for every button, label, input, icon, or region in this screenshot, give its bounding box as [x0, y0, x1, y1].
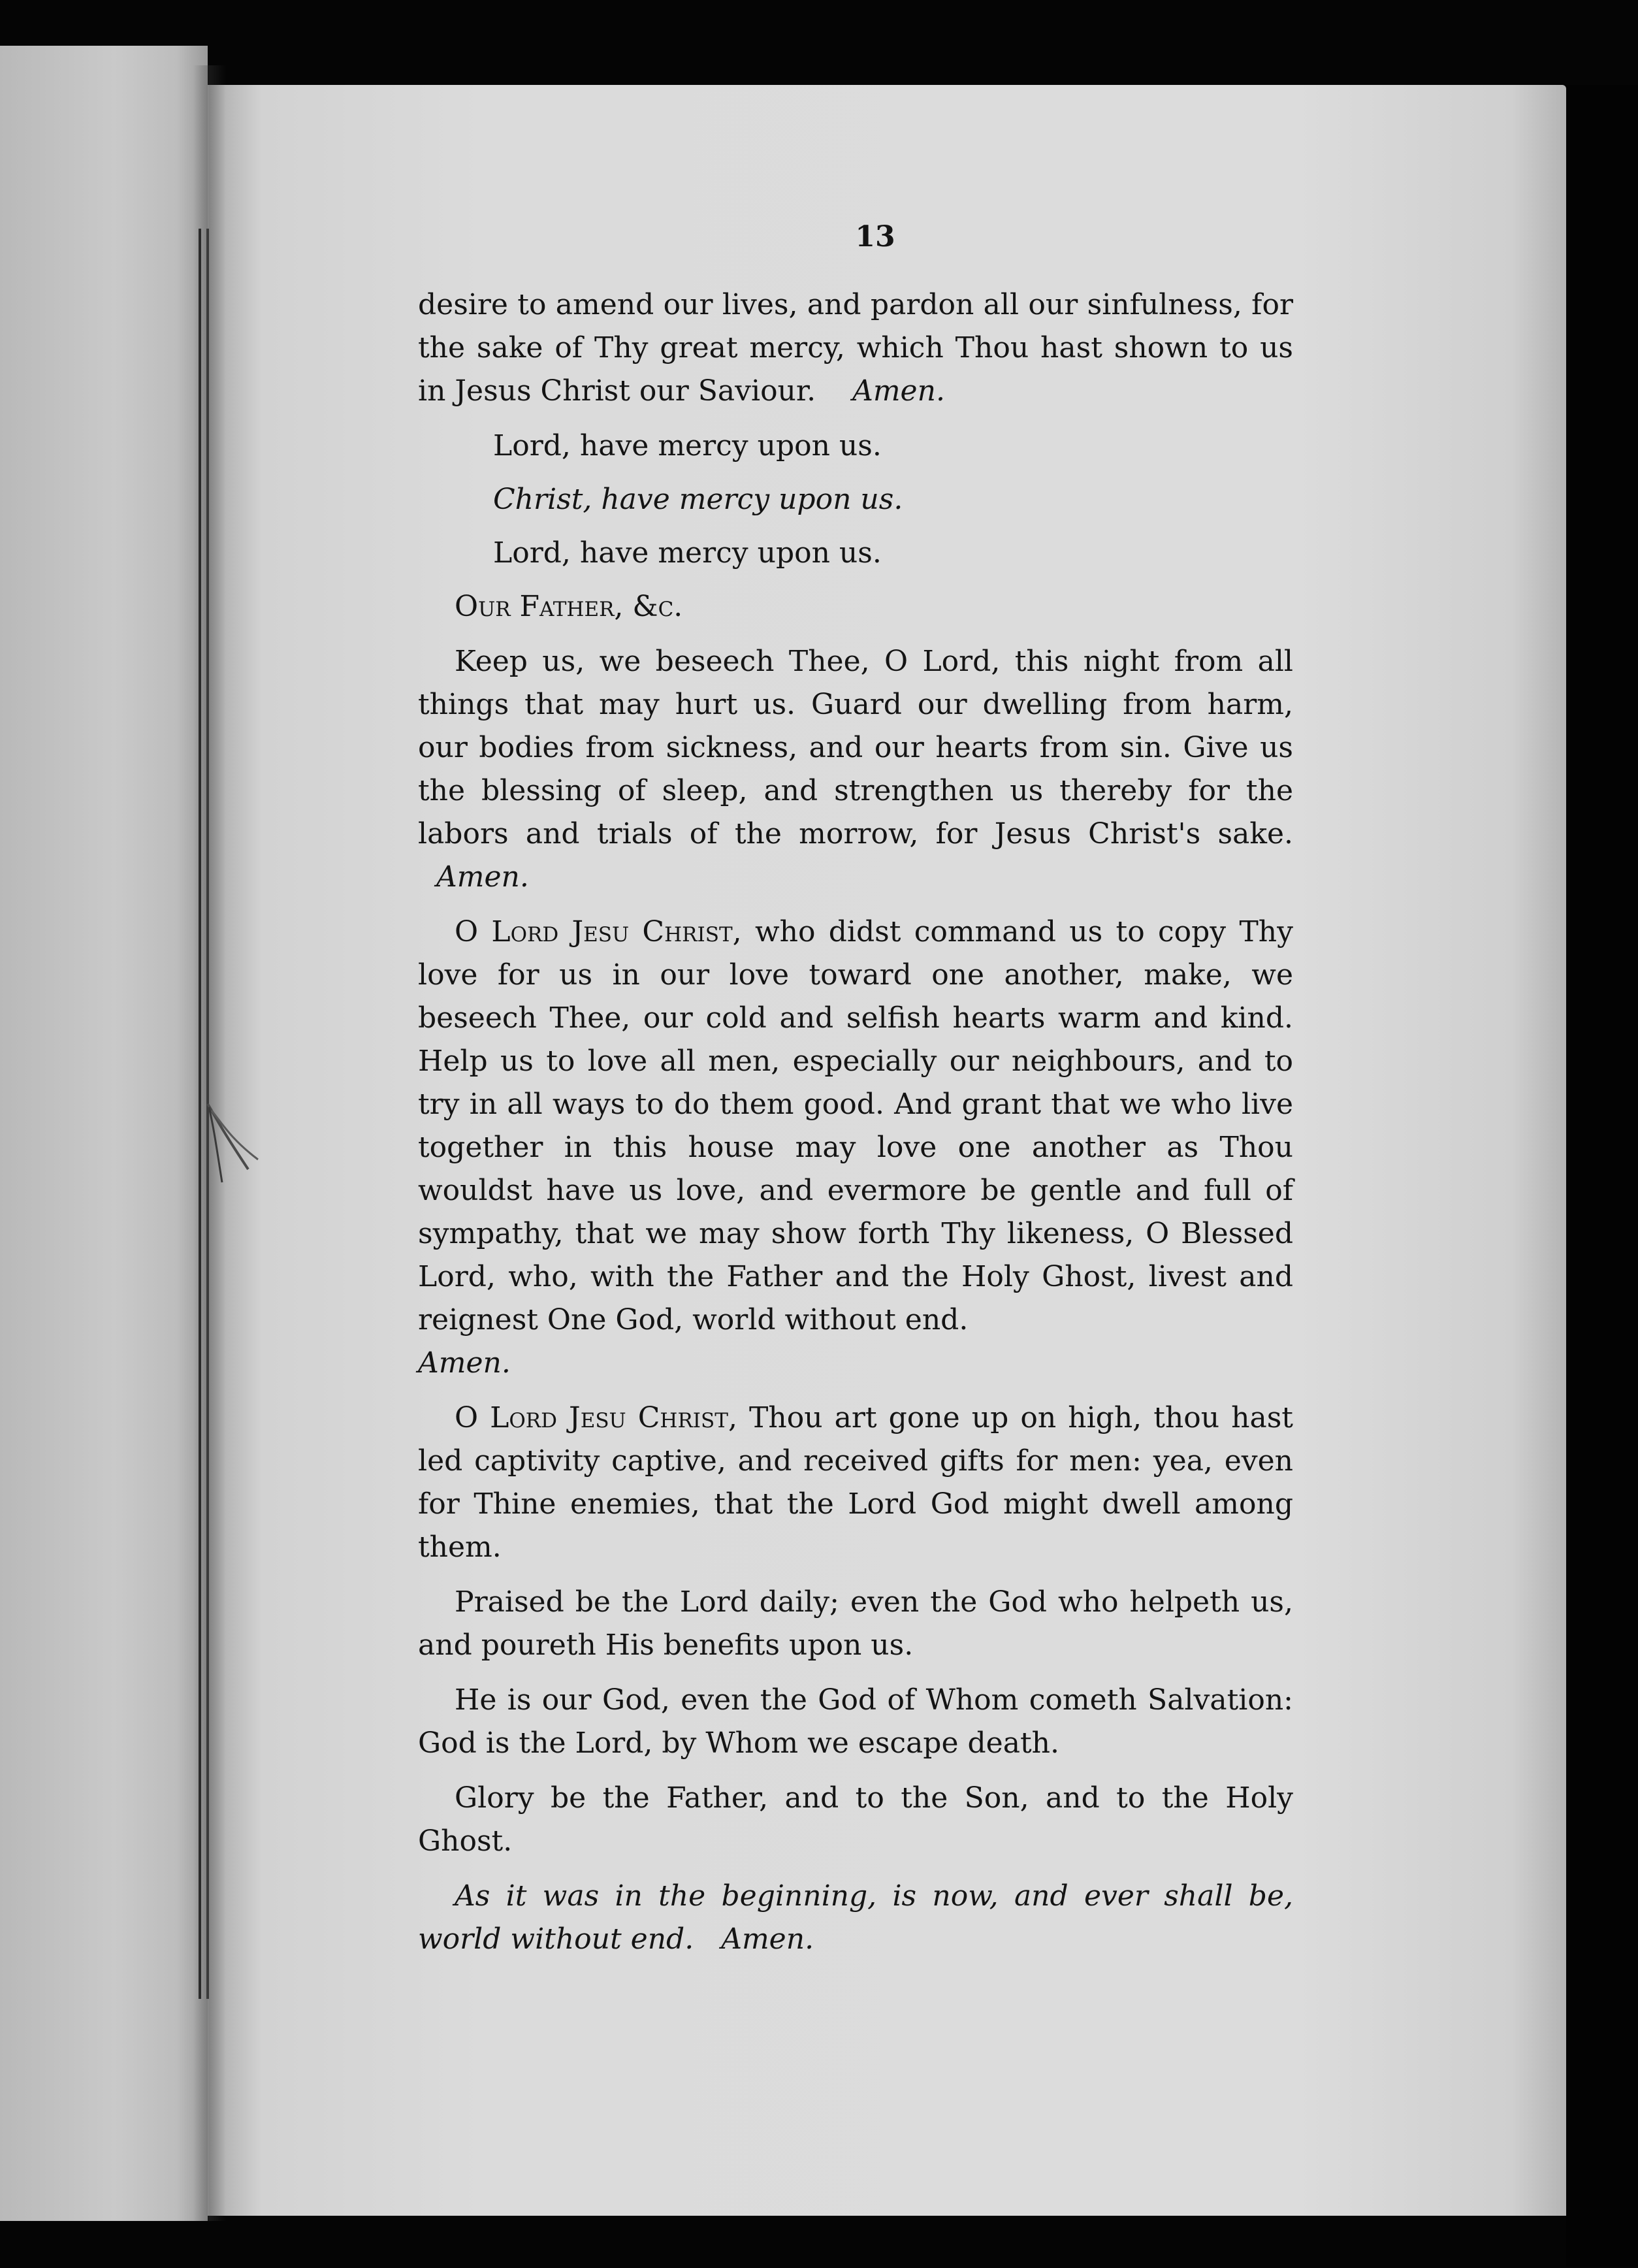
- paragraph-evening-prayer: [418, 640, 1293, 899]
- invocation: O Lord Jesu Christ,: [455, 1401, 737, 1434]
- amen: Amen.: [852, 374, 945, 408]
- christe-response: Christ, have mercy upon us.: [493, 483, 903, 516]
- paragraph-text: Keep us, we beseech Thee, O Lord, this night from all things that may hurt us. Guard our dwelling from harm, our bodies from sickness, and our hearts from sin. Give us the blessing of sleep, and strengthen us thereby for the labors and trials of the morrow, for Jesus Christ's sake.: [418, 645, 1293, 850]
- invocation: O Lord Jesu Christ,: [455, 915, 742, 948]
- paragraph-text: As it was in the beginning, is now, and ever shall be, world without end.: [418, 1879, 1293, 1956]
- lords-prayer-rubric: Our Father, &c.: [455, 590, 683, 623]
- paragraph-prayer-for-love: [418, 911, 1293, 1385]
- paragraph-salvation: He is our God, even the God of Whom cometh Salvation: God is the Lord, by Whom we escape death.: [418, 1683, 1293, 1760]
- paragraph-confession-end: [418, 284, 1293, 413]
- kyrie-response: Lord, have mercy upon us.: [493, 429, 882, 462]
- thread-strand: [199, 229, 201, 1999]
- amen: Amen.: [721, 1922, 814, 1956]
- binding-knot-icon: [202, 1078, 261, 1195]
- amen: Amen.: [418, 1346, 511, 1380]
- page-text: [418, 216, 1293, 1973]
- paragraph-doxology: [418, 1875, 1293, 1961]
- paragraph-praise: Praised be the Lord daily; even the God who helpeth us, and poureth His benefits upon us.: [418, 1585, 1293, 1662]
- dark-margin: [1566, 85, 1638, 2267]
- paragraph-text: desire to amend our lives, and pardon all our sinfulness, for the sake of Thy great mercy, which Thou hast shown to us in Jesus Christ our Saviour.: [418, 288, 1293, 408]
- paragraph-gloria: Glory be the Father, and to the Son, and to the Holy Ghost.: [418, 1781, 1293, 1858]
- page-number: 13: [855, 220, 895, 253]
- paragraph-text: who didst command us to copy Thy love for us in our love toward one another, make, we beseech Thee, our cold and selfish hearts warm and kind. Help us to love all men, especially our neighbours, and to try in all ways to do them good. And grant that we who live together in this house may love one another as Thou wouldst have us love, and evermore be gentle and full of sympathy, that we may show forth Thy likeness, O Blessed Lord, who, with the Father and the Holy Ghost, livest and reignest One God, world without end.: [418, 915, 1293, 1336]
- paragraph-ascension: [418, 1397, 1293, 1569]
- paragraph-text: Thou art gone up on high, thou hast led captivity captive, and received gifts for men: yea, even for Thine enemies, that the Lord God might dwell among them.: [418, 1401, 1293, 1564]
- kyrie-response: Lord, have mercy upon us.: [493, 536, 882, 570]
- left-page: [0, 46, 208, 2221]
- amen: Amen.: [436, 860, 529, 894]
